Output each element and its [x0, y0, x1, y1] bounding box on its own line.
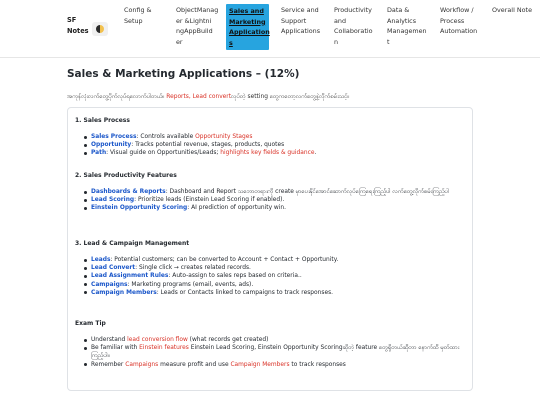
term-link[interactable]: Lead Assignment Rules — [91, 273, 169, 280]
top-nav — [0, 0, 540, 58]
list-item — [83, 133, 463, 141]
section-list — [83, 133, 463, 158]
list-item — [83, 141, 463, 149]
term-link[interactable]: Lead Scoring — [91, 197, 135, 204]
tab-label: Data & Analytics Managemen t — [387, 6, 427, 46]
item-text: : Tracks potential revenue, stages, products, quotes — [131, 142, 285, 149]
item-text: : Dashboard and Report သဘောတရားကို create မှာပေးနိုင်အောင်ဆောက်လုပ်ကြေရေးကြည့်ပါ လက်တွေ့လိုက်စမ်းကြည့်ပါ — [165, 189, 450, 195]
half-moon-icon — [96, 25, 104, 33]
list-item — [83, 196, 463, 204]
term-link[interactable]: Leads — [91, 257, 111, 263]
item-after: measure profit and use — [158, 361, 231, 368]
term-link[interactable]: Lead Convert — [91, 265, 136, 272]
tab-overall-note[interactable] — [492, 5, 538, 16]
section-heading: Exam Tip — [75, 320, 106, 327]
tab-label: Overall Note — [492, 6, 532, 14]
page-title: Sales & Marketing Applications – (12%) — [67, 68, 300, 80]
list-item — [83, 361, 463, 369]
item-text: Remember — [91, 361, 126, 368]
term-link[interactable]: Campaigns — [91, 281, 128, 288]
item-text: : Visual guide on Opportunities/Leads; — [106, 150, 221, 157]
item-after: Einstein Lead Scoring, Einstein Opportunity Scoringဆိုတဲ့ feature တွေရှိတယ်ဆိုတာ နောက်ထိ မှတ်ထားကြည့်ပါ။ — [91, 345, 460, 360]
list-item — [83, 264, 463, 272]
term-link[interactable]: Opportunity — [91, 142, 132, 149]
list-item — [83, 289, 463, 297]
tab-label: Workflow / Process Automation — [440, 6, 478, 35]
term-link[interactable]: Dashboards & Reports — [91, 189, 166, 195]
list-item — [83, 149, 463, 157]
tab-productivity[interactable] — [334, 5, 382, 47]
item-text: Be familiar with — [91, 345, 140, 352]
brand-title[interactable] — [67, 15, 89, 37]
section-list — [83, 256, 463, 297]
term-link[interactable]: Path — [91, 150, 107, 157]
intro-prefix: အကုန်လုံးလက်တွေ့ပိုက်လုပ်ရလောက်ပါတယ်။ — [67, 94, 167, 100]
item-after: . — [314, 150, 317, 157]
term-link[interactable]: Sales Process — [91, 134, 137, 140]
item-highlight-2: Campaign Members — [230, 361, 290, 368]
item-text: : Auto-assign to sales reps based on criteria.. — [168, 273, 302, 280]
tab-label: Productivity and Collaboratio n — [334, 6, 373, 46]
list-item — [83, 336, 463, 344]
list-item — [83, 204, 463, 212]
tab-object-manager[interactable] — [176, 5, 224, 47]
item-text: : Marketing programs (email, events, ads). — [127, 281, 254, 288]
intro-text — [67, 92, 349, 101]
item-after-2: to track responses — [289, 361, 346, 368]
item-highlight: Einstein features — [139, 345, 189, 352]
term-link[interactable]: Campaign Members — [91, 289, 157, 296]
brand-line-2: Notes — [67, 27, 89, 35]
item-text: : Prioritize leads (Einstein Lead Scoring if enabled). — [134, 197, 285, 204]
tab-label: Sales and Marketing Application s — [229, 7, 270, 47]
list-item — [83, 188, 463, 196]
intro-suffix: လုပ်တဲ့ setting တွေကတော့လက်တွေ့နဲ့လိုက်စမ်းသင့်။ — [231, 94, 350, 100]
section-heading: 2. Sales Productivity Features — [75, 172, 177, 179]
item-text: : Single click → creates related records. — [135, 265, 251, 272]
brand-line-1: SF — [67, 16, 77, 24]
item-highlight: Campaigns — [125, 361, 159, 368]
item-highlight: Opportunity Stages — [195, 134, 253, 140]
tab-data-analytics[interactable] — [387, 5, 435, 47]
notes-card — [67, 107, 473, 391]
section-heading: 1. Sales Process — [75, 117, 130, 124]
item-text: : Controls available — [136, 134, 196, 140]
tab-sales-marketing[interactable] — [226, 4, 269, 50]
item-text: : Potential customers; can be converted to Account + Contact + Opportunity. — [110, 257, 339, 263]
tab-label: ObjectManag er &Lightni ngAppBuild er — [176, 6, 219, 46]
section-list — [83, 336, 463, 369]
item-text: : Leads or Contacts linked to campaigns to track responses. — [156, 289, 334, 296]
section-list — [83, 188, 463, 213]
intro-highlight: Reports, Lead convert — [166, 94, 232, 100]
item-highlight: lead conversion flow — [127, 337, 188, 343]
section-heading: 3. Lead & Campaign Management — [75, 240, 190, 247]
list-item — [83, 272, 463, 280]
tab-label: Config & Setup — [124, 6, 152, 25]
tab-label: Service and Support Applications — [281, 6, 321, 35]
list-item — [83, 256, 463, 264]
tab-workflow[interactable] — [440, 5, 488, 37]
tab-config-setup[interactable] — [124, 5, 170, 26]
list-item — [83, 281, 463, 289]
item-text: : AI prediction of opportunity win. — [187, 205, 286, 212]
tab-service-support[interactable] — [281, 5, 329, 37]
theme-toggle-icon[interactable] — [92, 22, 108, 36]
item-after: (what records get created) — [187, 337, 269, 343]
list-item — [83, 344, 463, 360]
item-highlight: highlights key fields & guidance — [220, 150, 315, 157]
item-text: Understand — [91, 337, 128, 343]
term-link[interactable]: Einstein Opportunity Scoring — [91, 205, 188, 212]
